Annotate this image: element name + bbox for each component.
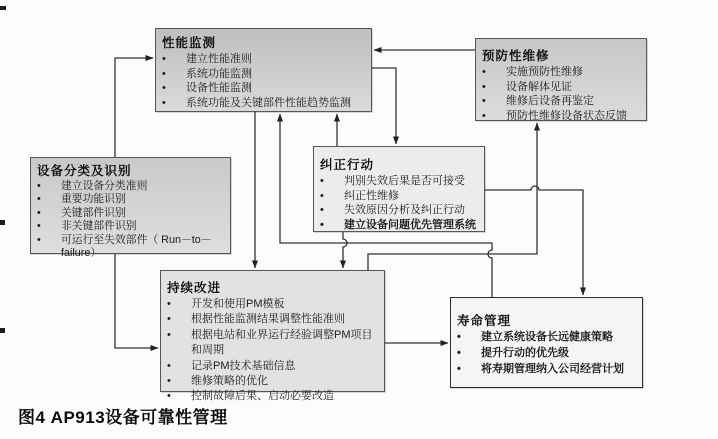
bullet-list xyxy=(320,174,478,233)
bullet-icon: • xyxy=(167,374,171,387)
bullet-icon: • xyxy=(320,175,324,187)
bullet-icon: • xyxy=(482,110,486,123)
bullet-list xyxy=(37,180,224,260)
list-item: • 维修策略的优化 xyxy=(167,374,378,389)
list-item: • 判别失效后果是否可接受 xyxy=(320,175,465,187)
bullet-icon: • xyxy=(457,362,461,375)
arrow-corrective-to-life xyxy=(485,186,583,295)
bullet-icon: • xyxy=(162,67,166,80)
list-item: • 建立系统设备长远健康策略 xyxy=(457,330,636,346)
list-item: • 系统功能监测 xyxy=(162,67,252,80)
list-item: • 系统功能及关键部件性能趋势监测 xyxy=(162,97,351,110)
bullet-icon: • xyxy=(37,220,41,233)
box-title: 预防性维修 xyxy=(482,49,550,63)
list-item: • 设备性能监测 xyxy=(162,82,252,95)
arrow-corrective-to-improvement xyxy=(343,232,347,268)
box-corrective-action xyxy=(313,146,485,232)
bullet-icon: • xyxy=(167,328,171,341)
list-item: • 建立设备问题优先管理系统 xyxy=(320,219,476,232)
list-item: • 可运行至失效部件（ Run－to－failure） xyxy=(37,233,212,259)
bullet-icon: • xyxy=(37,233,41,246)
box-continuous-improvement xyxy=(160,270,385,403)
bullet-icon: • xyxy=(320,219,324,232)
box-title: 性能监测 xyxy=(162,36,217,50)
list-item: • 纠正性维修 xyxy=(320,189,399,202)
list-item: • 设备解体见证 xyxy=(482,80,572,93)
list-item: • 建立性能准则 xyxy=(162,53,252,65)
box-life-management xyxy=(450,297,643,388)
bullet-icon: • xyxy=(482,66,486,78)
bullet-icon: • xyxy=(457,331,461,343)
box-title: 寿命管理 xyxy=(457,314,512,328)
bullet-icon: • xyxy=(162,82,166,95)
bullet-icon: • xyxy=(167,390,171,403)
list-item: • 将寿期管理纳入公司经营计划 xyxy=(457,362,636,378)
bullet-icon: • xyxy=(457,346,461,359)
bullet-icon: • xyxy=(320,189,324,202)
bullet-icon: • xyxy=(320,204,324,217)
list-item: • 关键部件识别 xyxy=(37,206,126,219)
list-item: • 失效原因分析及纠正行动 xyxy=(320,204,465,217)
box-title: 设备分类及识别 xyxy=(37,164,132,178)
list-item: • 重要功能识别 xyxy=(37,193,126,206)
bullet-icon: • xyxy=(167,359,171,372)
box-title: 纠正行动 xyxy=(320,158,375,172)
figure-caption: 图4 AP913设备可靠性管理 xyxy=(18,408,228,427)
list-item: • 开发和使用PM模板 xyxy=(167,297,378,312)
list-item: • 提升行动的优先级 xyxy=(457,346,636,362)
bullet-icon: • xyxy=(37,180,41,192)
box-performance-monitoring xyxy=(155,28,372,112)
list-item: • 根据性能监测结果调整性能准则 xyxy=(167,312,378,327)
bullet-list xyxy=(482,65,640,124)
arrow-classification-to-improvement xyxy=(115,254,158,348)
box-title: 持续改进 xyxy=(167,281,222,295)
bullet-icon: • xyxy=(167,298,171,310)
bullet-icon: • xyxy=(37,206,41,219)
box-preventive-maintenance xyxy=(475,38,647,121)
bullet-icon: • xyxy=(162,97,166,110)
list-item: • 记录PM技术基础信息 xyxy=(167,359,378,374)
list-item: • 控制故障后果、启动必要改造 xyxy=(167,389,378,404)
bullet-list xyxy=(162,52,365,111)
bullet-icon: • xyxy=(37,193,41,206)
list-item: • 实施预防性维修 xyxy=(482,66,583,78)
list-item: • 预防性维修设备状态反馈 xyxy=(482,110,627,123)
list-item: • 维修后设备再鉴定 xyxy=(482,95,594,108)
list-item: • 建立设备分类准则 xyxy=(37,180,148,192)
arrow-performance-to-corrective xyxy=(372,68,396,144)
list-item: • 根据电站和业界运行经验调整PM项目和周期 xyxy=(167,328,378,359)
box-equipment-classification xyxy=(30,157,231,259)
bullet-list xyxy=(457,330,636,378)
bullet-icon: • xyxy=(482,95,486,108)
list-item: • 非关键部件识别 xyxy=(37,220,137,233)
bullet-icon: • xyxy=(167,313,171,326)
arrow-classification-to-performance xyxy=(115,58,153,157)
bullet-icon: • xyxy=(482,80,486,93)
bullet-icon: • xyxy=(162,53,166,65)
bullet-list xyxy=(167,297,378,405)
